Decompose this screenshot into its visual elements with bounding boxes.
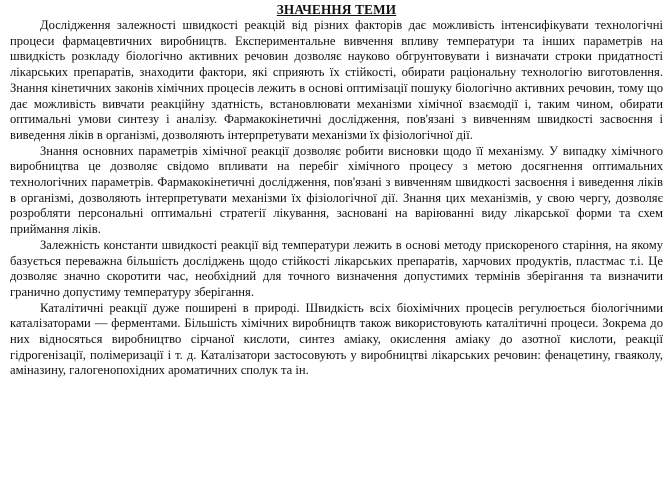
- paragraph-4: Каталітичні реакції дуже поширені в природі. Швидкість всіх біохімічних процесів регулюється біологічними каталізаторами — ферментами. Більшість хімічних виробництв також використовують каталітичні процеси. Зокрема до них відносяться виробництво сірчаної кислоти, синтез аміаку, окислення аміаку до азотної кислоти, реакції гідрогенізації, полімеризації і т. д. Каталізатори застосовують у виробництві лікарських речовин: фенацетину, гваяколу, аміназину, галогенопохідних ароматичних сполук та ін.: [10, 300, 663, 378]
- document-page: [10, 3, 663, 379]
- paragraph-3: Залежність константи швидкості реакції від температури лежить в основі методу прискореного старіння, на якому базується переважна більшість досліджень щодо стійкості лікарських препаратів, харчових продуктів, пластмас т.і. Це дозволяє значно скоротити час, необхідний для точного визначення допустимих термінів зберігання та визначити гранично допустиму температуру зберігання.: [10, 237, 663, 299]
- document-title: ЗНАЧЕННЯ ТЕМИ: [276, 2, 397, 17]
- paragraph-1: Дослідження залежності швидкості реакцій від різних факторів дає можливість інтенсифікувати технологічні процеси фармацевтичних виробництв. Експериментальне вивчення впливу температури та інших параметрів на швидкість розкладу біологічно активних речовин дозволяє науково обгрунтовувати і визначати строки придатності лікарських препаратів, знаходити фактори, які сприяють їх стійкості, обирати раціональну технологію виготовлення. Знання кінетичних законів хімічних процесів лежить в основі оптимізації пошуку біологічно активних речовин, тому що дає можливість вивчати реакційну здатність, встановлювати механізми хімічної взаємодії і, таким чином, обирати оптимальні умови синтезу і аналізу. Фармакокінетичні дослідження, пов'язані з вивченням швидкості засвоєння і виведення ліків в організмі, дозволяють інтерпретувати механізми їх фізіологічної дії.: [10, 18, 663, 142]
- paragraph-2: Знання основних параметрів хімічної реакції дозволяє робити висновки щодо її механізму. У випадку хімічного виробництва це дозволяє свідомо впливати на перебіг хімічного процесу з метою досягнення оптимальних технологічних параметрів. Фармакокінетичні дослідження, пов'язані з вивченням швидкості засвоєння і виведення ліків в організмі, дозволяють інтерпретувати механізми їх фізіологічної дії. Знання цих механізмів, у свою чергу, дозволяє розробляти персональні оптимальні стратегії лікування, засновані на варіюванні виду лікарської форми та схем приймання ліків.: [10, 143, 663, 237]
